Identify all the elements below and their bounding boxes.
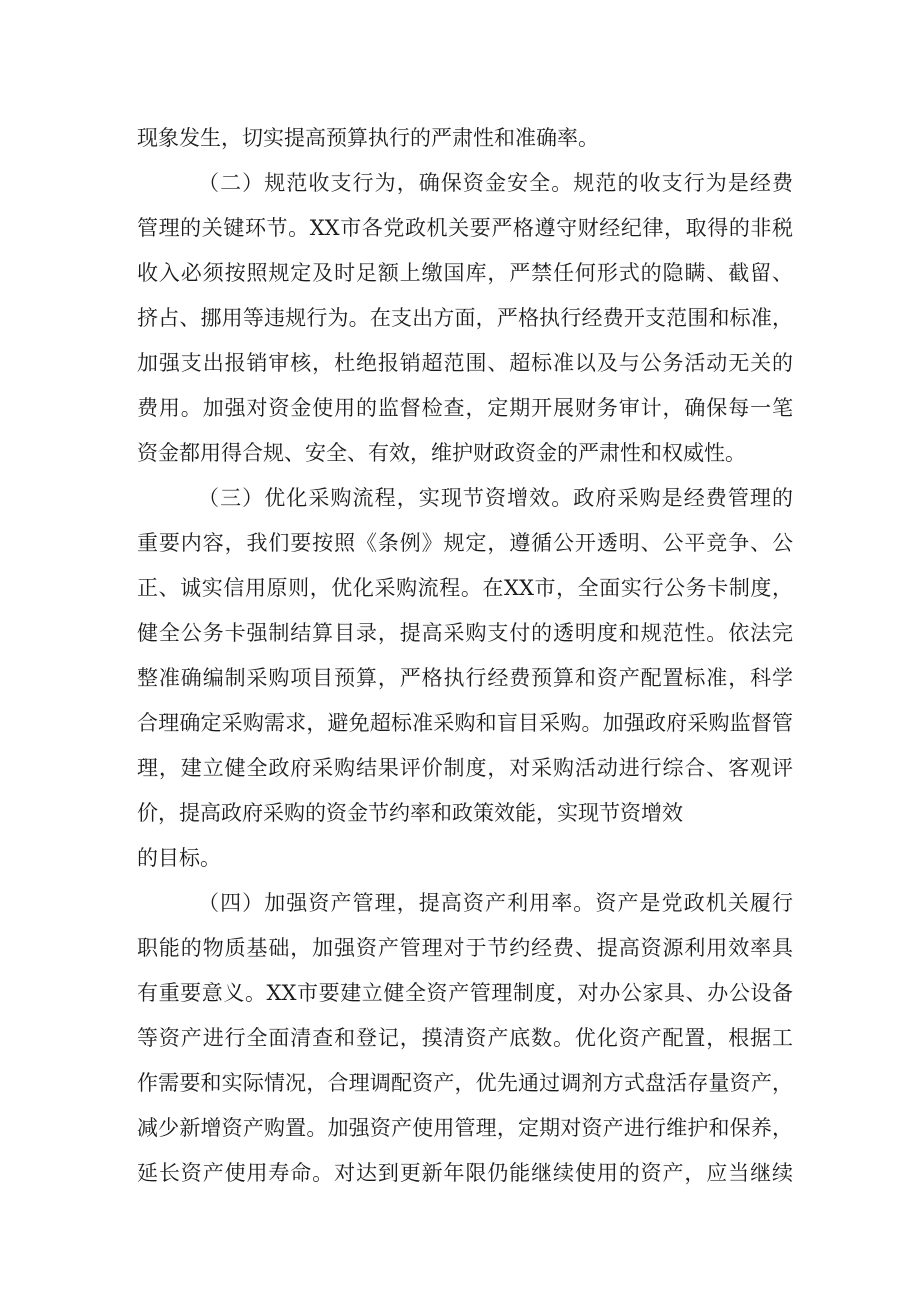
text-line-16: 价，提高政府采购的资金节约率和政策效能，实现节资增效 [137, 801, 683, 825]
text-line-3: 管理的关键环节。XX市各党政机关要严格遵守财经纪律，取得的非税 [137, 216, 793, 240]
text-line-4: 收入必须按照规定及时足额上缴国库，严禁任何形式的隐瞒、截留、 [137, 261, 793, 285]
text-line-20: 有重要意义。XX市要建立健全资产管理制度，对办公家具、办公设备 [137, 981, 793, 1005]
section-3-heading-line: （三）优化采购流程，实现节资增效。政府采购是经费管理的 [198, 486, 793, 510]
text-line-8: 资金都用得合规、安全、有效，维护财政资金的严肃性和权威性。 [137, 441, 746, 465]
text-line-23: 减少新增资产购置。加强资产使用管理，定期对资产进行维护和保养， [137, 1116, 793, 1140]
text-line-1: 现象发生，切实提高预算执行的严肃性和准确率。 [137, 126, 599, 150]
text-line-21: 等资产进行全面清查和登记，摸清资产底数。优化资产配置，根据工 [137, 1026, 793, 1050]
section-4-heading-line: （四）加强资产管理，提高资产利用率。资产是党政机关履行 [198, 891, 793, 915]
section-2-heading-line: （二）规范收支行为，确保资金安全。规范的收支行为是经费 [198, 171, 793, 195]
text-line-5: 挤占、挪用等违规行为。在支出方面，严格执行经费开支范围和标准， [137, 306, 793, 330]
text-line-7: 费用。加强对资金使用的监督检查，定期开展财务审计，确保每一笔 [137, 396, 793, 420]
text-line-24: 延长资产使用寿命。对达到更新年限仍能继续使用的资产，应当继续 [137, 1161, 793, 1185]
text-line-11: 正、诚实信用原则，优化采购流程。在XX市，全面实行公务卡制度， [137, 576, 793, 600]
text-line-12: 健全公务卡强制结算目录，提高采购支付的透明度和规范性。依法完 [137, 621, 793, 645]
text-line-17: 的目标。 [137, 846, 221, 870]
text-line-13: 整准确编制采购项目预算，严格执行经费预算和资产配置标准，科学 [137, 666, 793, 690]
text-line-10: 重要内容，我们要按照《条例》规定，遵循公开透明、公平竞争、公 [137, 531, 793, 555]
text-line-19: 职能的物质基础，加强资产管理对于节约经费、提高资源利用效率具 [137, 936, 793, 960]
text-line-6: 加强支出报销审核，杜绝报销超范围、超标准以及与公务活动无关的 [137, 351, 793, 375]
text-line-15: 理，建立健全政府采购结果评价制度，对采购活动进行综合、客观评 [137, 756, 793, 780]
text-line-22: 作需要和实际情况，合理调配资产，优先通过调剂方式盘活存量资产， [137, 1071, 793, 1095]
text-line-14: 合理确定采购需求，避免超标准采购和盲目采购。加强政府采购监督管 [137, 711, 793, 735]
